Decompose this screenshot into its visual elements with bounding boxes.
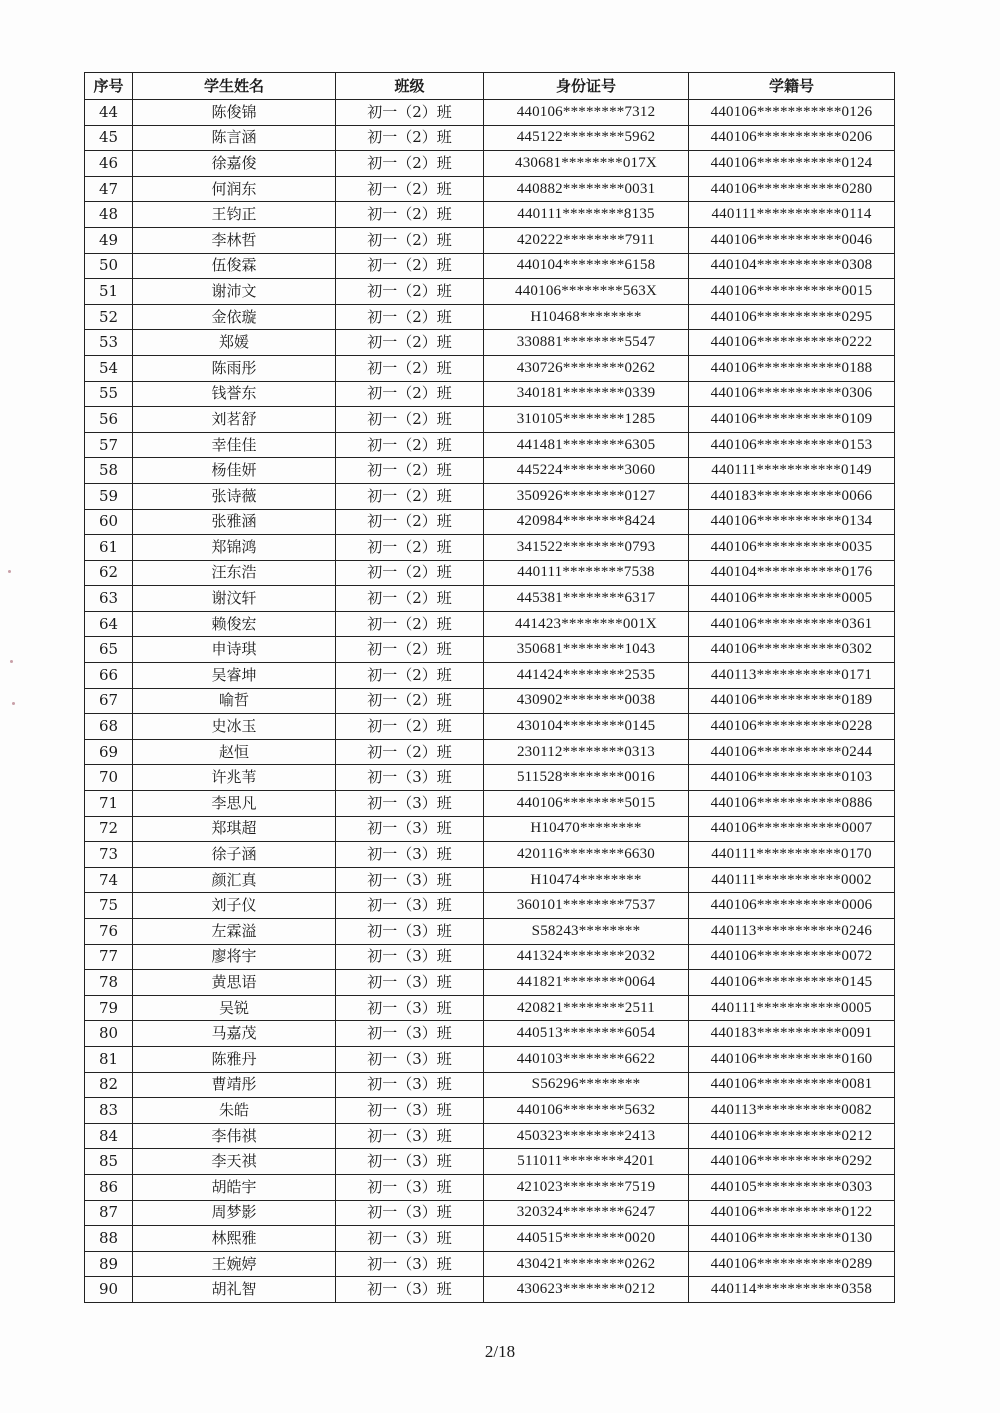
table-row bbox=[85, 739, 895, 765]
cell-serial: 62 bbox=[85, 560, 133, 586]
table-row bbox=[85, 432, 895, 458]
cell-student-name: 陈雨彤 bbox=[133, 355, 336, 381]
cell-serial: 72 bbox=[85, 816, 133, 842]
cell-class: 初一（3）班 bbox=[336, 944, 484, 970]
table-row bbox=[85, 125, 895, 151]
cell-registry-number: 440106***********0015 bbox=[689, 279, 895, 305]
cell-id-number: 440104********6158 bbox=[484, 253, 689, 279]
cell-registry-number: 440106***********0126 bbox=[689, 100, 895, 126]
cell-serial: 89 bbox=[85, 1251, 133, 1277]
cell-student-name: 何润东 bbox=[133, 176, 336, 202]
cell-class: 初一（3）班 bbox=[336, 970, 484, 996]
cell-registry-number: 440113***********0246 bbox=[689, 919, 895, 945]
cell-student-name: 赖俊宏 bbox=[133, 611, 336, 637]
cell-id-number: 440515********0020 bbox=[484, 1226, 689, 1252]
table-row bbox=[85, 483, 895, 509]
cell-serial: 88 bbox=[85, 1226, 133, 1252]
table-row bbox=[85, 688, 895, 714]
cell-class: 初一（3）班 bbox=[336, 1226, 484, 1252]
cell-student-name: 幸佳佳 bbox=[133, 432, 336, 458]
cell-registry-number: 440111***********0002 bbox=[689, 867, 895, 893]
cell-serial: 75 bbox=[85, 893, 133, 919]
cell-student-name: 李伟祺 bbox=[133, 1123, 336, 1149]
table-row bbox=[85, 1046, 895, 1072]
cell-class: 初一（2）班 bbox=[336, 535, 484, 561]
cell-registry-number: 440106***********0189 bbox=[689, 688, 895, 714]
cell-id-number: 511528********0016 bbox=[484, 765, 689, 791]
table-row bbox=[85, 355, 895, 381]
column-header-class: 班级 bbox=[336, 73, 484, 100]
cell-class: 初一（3）班 bbox=[336, 1046, 484, 1072]
cell-registry-number: 440106***********0109 bbox=[689, 407, 895, 433]
cell-student-name: 李林哲 bbox=[133, 227, 336, 253]
cell-id-number: 441821********0064 bbox=[484, 970, 689, 996]
cell-class: 初一（2）班 bbox=[336, 202, 484, 228]
cell-id-number: 340181********0339 bbox=[484, 381, 689, 407]
table-row bbox=[85, 535, 895, 561]
cell-student-name: 刘子仪 bbox=[133, 893, 336, 919]
cell-class: 初一（2）班 bbox=[336, 227, 484, 253]
cell-class: 初一（2）班 bbox=[336, 407, 484, 433]
cell-serial: 53 bbox=[85, 330, 133, 356]
cell-student-name: 谢沛文 bbox=[133, 279, 336, 305]
cell-class: 初一（3）班 bbox=[336, 1021, 484, 1047]
cell-class: 初一（2）班 bbox=[336, 100, 484, 126]
table-body bbox=[85, 100, 895, 1303]
cell-registry-number: 440106***********0289 bbox=[689, 1251, 895, 1277]
table-row bbox=[85, 970, 895, 996]
cell-serial: 78 bbox=[85, 970, 133, 996]
table-row bbox=[85, 304, 895, 330]
table-row bbox=[85, 867, 895, 893]
cell-id-number: 440882********0031 bbox=[484, 176, 689, 202]
cell-registry-number: 440183***********0091 bbox=[689, 1021, 895, 1047]
cell-id-number: S56296******** bbox=[484, 1072, 689, 1098]
cell-class: 初一（2）班 bbox=[336, 151, 484, 177]
cell-class: 初一（3）班 bbox=[336, 816, 484, 842]
cell-serial: 90 bbox=[85, 1277, 133, 1303]
cell-student-name: 郑琪超 bbox=[133, 816, 336, 842]
cell-student-name: 金依璇 bbox=[133, 304, 336, 330]
table-row bbox=[85, 637, 895, 663]
cell-registry-number: 440106***********0124 bbox=[689, 151, 895, 177]
cell-serial: 63 bbox=[85, 586, 133, 612]
cell-class: 初一（2）班 bbox=[336, 355, 484, 381]
cell-registry-number: 440106***********0306 bbox=[689, 381, 895, 407]
cell-id-number: 350681********1043 bbox=[484, 637, 689, 663]
table-row bbox=[85, 842, 895, 868]
table-row bbox=[85, 944, 895, 970]
cell-registry-number: 440111***********0149 bbox=[689, 458, 895, 484]
cell-class: 初一（3）班 bbox=[336, 1277, 484, 1303]
cell-registry-number: 440106***********0160 bbox=[689, 1046, 895, 1072]
table-row bbox=[85, 151, 895, 177]
student-roster-table bbox=[84, 72, 895, 1303]
cell-id-number: 420984********8424 bbox=[484, 509, 689, 535]
cell-student-name: 杨佳妍 bbox=[133, 458, 336, 484]
cell-class: 初一（3）班 bbox=[336, 1251, 484, 1277]
cell-class: 初一（2）班 bbox=[336, 611, 484, 637]
cell-class: 初一（2）班 bbox=[336, 279, 484, 305]
cell-class: 初一（3）班 bbox=[336, 1200, 484, 1226]
table-header-row bbox=[85, 73, 895, 100]
cell-serial: 61 bbox=[85, 535, 133, 561]
cell-serial: 86 bbox=[85, 1174, 133, 1200]
cell-student-name: 钱誉东 bbox=[133, 381, 336, 407]
cell-registry-number: 440104***********0176 bbox=[689, 560, 895, 586]
cell-id-number: 441324********2032 bbox=[484, 944, 689, 970]
table-row bbox=[85, 1277, 895, 1303]
table-row bbox=[85, 1123, 895, 1149]
cell-registry-number: 440106***********0228 bbox=[689, 714, 895, 740]
cell-registry-number: 440113***********0171 bbox=[689, 663, 895, 689]
cell-class: 初一（2）班 bbox=[336, 560, 484, 586]
table-row bbox=[85, 586, 895, 612]
table-row bbox=[85, 919, 895, 945]
cell-student-name: 马嘉茂 bbox=[133, 1021, 336, 1047]
cell-student-name: 林熙雅 bbox=[133, 1226, 336, 1252]
cell-registry-number: 440106***********0081 bbox=[689, 1072, 895, 1098]
cell-class: 初一（3）班 bbox=[336, 791, 484, 817]
cell-registry-number: 440106***********0122 bbox=[689, 1200, 895, 1226]
cell-class: 初一（3）班 bbox=[336, 1072, 484, 1098]
cell-student-name: 汪东浩 bbox=[133, 560, 336, 586]
table-row bbox=[85, 202, 895, 228]
cell-student-name: 颜汇真 bbox=[133, 867, 336, 893]
cell-serial: 81 bbox=[85, 1046, 133, 1072]
cell-id-number: S58243******** bbox=[484, 919, 689, 945]
cell-serial: 73 bbox=[85, 842, 133, 868]
cell-class: 初一（3）班 bbox=[336, 1098, 484, 1124]
cell-student-name: 左霖溢 bbox=[133, 919, 336, 945]
cell-id-number: 440111********8135 bbox=[484, 202, 689, 228]
column-header-student-registry-number: 学籍号 bbox=[689, 73, 895, 100]
cell-class: 初一（2）班 bbox=[336, 458, 484, 484]
table-row bbox=[85, 1098, 895, 1124]
cell-student-name: 吴锐 bbox=[133, 995, 336, 1021]
cell-serial: 55 bbox=[85, 381, 133, 407]
cell-student-name: 史冰玉 bbox=[133, 714, 336, 740]
cell-class: 初一（2）班 bbox=[336, 381, 484, 407]
cell-student-name: 张雅涵 bbox=[133, 509, 336, 535]
cell-id-number: 441481********6305 bbox=[484, 432, 689, 458]
cell-serial: 48 bbox=[85, 202, 133, 228]
cell-id-number: 440106********7312 bbox=[484, 100, 689, 126]
cell-id-number: 341522********0793 bbox=[484, 535, 689, 561]
cell-student-name: 曹靖彤 bbox=[133, 1072, 336, 1098]
cell-serial: 49 bbox=[85, 227, 133, 253]
cell-id-number: 440513********6054 bbox=[484, 1021, 689, 1047]
cell-class: 初一（2）班 bbox=[336, 304, 484, 330]
cell-student-name: 张诗薇 bbox=[133, 483, 336, 509]
cell-registry-number: 440106***********0130 bbox=[689, 1226, 895, 1252]
cell-id-number: 320324********6247 bbox=[484, 1200, 689, 1226]
cell-student-name: 赵恒 bbox=[133, 739, 336, 765]
cell-serial: 66 bbox=[85, 663, 133, 689]
cell-registry-number: 440106***********0072 bbox=[689, 944, 895, 970]
cell-serial: 70 bbox=[85, 765, 133, 791]
table-row bbox=[85, 176, 895, 202]
cell-student-name: 王钧正 bbox=[133, 202, 336, 228]
cell-registry-number: 440106***********0005 bbox=[689, 586, 895, 612]
cell-student-name: 申诗琪 bbox=[133, 637, 336, 663]
cell-student-name: 陈俊锦 bbox=[133, 100, 336, 126]
cell-student-name: 谢汶轩 bbox=[133, 586, 336, 612]
cell-class: 初一（2）班 bbox=[336, 253, 484, 279]
cell-student-name: 伍俊霖 bbox=[133, 253, 336, 279]
cell-id-number: 430104********0145 bbox=[484, 714, 689, 740]
cell-id-number: 430681********017X bbox=[484, 151, 689, 177]
cell-registry-number: 440106***********0280 bbox=[689, 176, 895, 202]
cell-student-name: 李思凡 bbox=[133, 791, 336, 817]
cell-class: 初一（2）班 bbox=[336, 330, 484, 356]
cell-class: 初一（3）班 bbox=[336, 1174, 484, 1200]
table-row bbox=[85, 816, 895, 842]
cell-class: 初一（3）班 bbox=[336, 893, 484, 919]
table-row bbox=[85, 560, 895, 586]
table-row bbox=[85, 995, 895, 1021]
table-row bbox=[85, 381, 895, 407]
cell-id-number: 445224********3060 bbox=[484, 458, 689, 484]
cell-serial: 57 bbox=[85, 432, 133, 458]
cell-serial: 67 bbox=[85, 688, 133, 714]
scan-speck bbox=[8, 570, 11, 573]
cell-student-name: 郑媛 bbox=[133, 330, 336, 356]
cell-serial: 85 bbox=[85, 1149, 133, 1175]
cell-id-number: 450323********2413 bbox=[484, 1123, 689, 1149]
cell-serial: 44 bbox=[85, 100, 133, 126]
cell-student-name: 郑锦鸿 bbox=[133, 535, 336, 561]
cell-serial: 83 bbox=[85, 1098, 133, 1124]
cell-student-name: 黄思语 bbox=[133, 970, 336, 996]
table-row bbox=[85, 330, 895, 356]
table-row bbox=[85, 227, 895, 253]
cell-registry-number: 440105***********0303 bbox=[689, 1174, 895, 1200]
cell-id-number: 350926********0127 bbox=[484, 483, 689, 509]
cell-serial: 47 bbox=[85, 176, 133, 202]
cell-serial: 46 bbox=[85, 151, 133, 177]
cell-id-number: 440106********5015 bbox=[484, 791, 689, 817]
cell-serial: 51 bbox=[85, 279, 133, 305]
scan-speck bbox=[12, 702, 15, 705]
table-row bbox=[85, 893, 895, 919]
cell-id-number: 420116********6630 bbox=[484, 842, 689, 868]
cell-class: 初一（2）班 bbox=[336, 663, 484, 689]
cell-serial: 77 bbox=[85, 944, 133, 970]
cell-id-number: 445381********6317 bbox=[484, 586, 689, 612]
column-header-student-name: 学生姓名 bbox=[133, 73, 336, 100]
cell-id-number: H10474******** bbox=[484, 867, 689, 893]
cell-serial: 58 bbox=[85, 458, 133, 484]
cell-id-number: 445122********5962 bbox=[484, 125, 689, 151]
table-row bbox=[85, 791, 895, 817]
cell-registry-number: 440106***********0295 bbox=[689, 304, 895, 330]
cell-student-name: 吴睿坤 bbox=[133, 663, 336, 689]
cell-student-name: 胡礼智 bbox=[133, 1277, 336, 1303]
cell-id-number: 430421********0262 bbox=[484, 1251, 689, 1277]
cell-id-number: 430902********0038 bbox=[484, 688, 689, 714]
cell-class: 初一（3）班 bbox=[336, 1149, 484, 1175]
cell-id-number: 511011********4201 bbox=[484, 1149, 689, 1175]
cell-id-number: 430726********0262 bbox=[484, 355, 689, 381]
table-row bbox=[85, 509, 895, 535]
table-row bbox=[85, 1251, 895, 1277]
cell-registry-number: 440106***********0222 bbox=[689, 330, 895, 356]
cell-registry-number: 440111***********0170 bbox=[689, 842, 895, 868]
cell-registry-number: 440106***********0006 bbox=[689, 893, 895, 919]
cell-class: 初一（2）班 bbox=[336, 176, 484, 202]
cell-student-name: 喻哲 bbox=[133, 688, 336, 714]
cell-id-number: 420222********7911 bbox=[484, 227, 689, 253]
cell-class: 初一（2）班 bbox=[336, 586, 484, 612]
cell-id-number: H10470******** bbox=[484, 816, 689, 842]
cell-class: 初一（3）班 bbox=[336, 919, 484, 945]
table-row bbox=[85, 279, 895, 305]
cell-id-number: 330881********5547 bbox=[484, 330, 689, 356]
column-header-serial: 序号 bbox=[85, 73, 133, 100]
cell-registry-number: 440106***********0212 bbox=[689, 1123, 895, 1149]
cell-registry-number: 440106***********0103 bbox=[689, 765, 895, 791]
cell-class: 初一（2）班 bbox=[336, 125, 484, 151]
table-row bbox=[85, 663, 895, 689]
cell-serial: 59 bbox=[85, 483, 133, 509]
scan-speck bbox=[10, 660, 13, 663]
cell-class: 初一（3）班 bbox=[336, 995, 484, 1021]
cell-serial: 84 bbox=[85, 1123, 133, 1149]
cell-id-number: 230112********0313 bbox=[484, 739, 689, 765]
cell-serial: 60 bbox=[85, 509, 133, 535]
cell-registry-number: 440106***********0134 bbox=[689, 509, 895, 535]
cell-registry-number: 440106***********0886 bbox=[689, 791, 895, 817]
cell-class: 初一（2）班 bbox=[336, 637, 484, 663]
cell-class: 初一（2）班 bbox=[336, 483, 484, 509]
table-row bbox=[85, 714, 895, 740]
cell-registry-number: 440114***********0358 bbox=[689, 1277, 895, 1303]
cell-registry-number: 440106***********0292 bbox=[689, 1149, 895, 1175]
cell-serial: 54 bbox=[85, 355, 133, 381]
page-number: 2/18 bbox=[484, 1342, 516, 1361]
cell-registry-number: 440106***********0153 bbox=[689, 432, 895, 458]
table-row bbox=[85, 1149, 895, 1175]
table-row bbox=[85, 100, 895, 126]
table-row bbox=[85, 407, 895, 433]
cell-serial: 82 bbox=[85, 1072, 133, 1098]
cell-serial: 50 bbox=[85, 253, 133, 279]
cell-student-name: 刘茗舒 bbox=[133, 407, 336, 433]
cell-registry-number: 440106***********0361 bbox=[689, 611, 895, 637]
cell-student-name: 徐子涵 bbox=[133, 842, 336, 868]
cell-registry-number: 440106***********0046 bbox=[689, 227, 895, 253]
cell-class: 初一（2）班 bbox=[336, 714, 484, 740]
cell-serial: 87 bbox=[85, 1200, 133, 1226]
table-row bbox=[85, 611, 895, 637]
cell-serial: 76 bbox=[85, 919, 133, 945]
cell-id-number: 440106********563X bbox=[484, 279, 689, 305]
cell-id-number: 430623********0212 bbox=[484, 1277, 689, 1303]
cell-registry-number: 440183***********0066 bbox=[689, 483, 895, 509]
cell-serial: 74 bbox=[85, 867, 133, 893]
cell-student-name: 王婉婷 bbox=[133, 1251, 336, 1277]
table-row bbox=[85, 1200, 895, 1226]
cell-id-number: 421023********7519 bbox=[484, 1174, 689, 1200]
cell-student-name: 徐嘉俊 bbox=[133, 151, 336, 177]
table-row bbox=[85, 458, 895, 484]
table-row bbox=[85, 1174, 895, 1200]
cell-student-name: 陈雅丹 bbox=[133, 1046, 336, 1072]
cell-class: 初一（2）班 bbox=[336, 509, 484, 535]
cell-class: 初一（3）班 bbox=[336, 842, 484, 868]
cell-id-number: 440111********7538 bbox=[484, 560, 689, 586]
cell-id-number: 420821********2511 bbox=[484, 995, 689, 1021]
cell-class: 初一（2）班 bbox=[336, 432, 484, 458]
cell-registry-number: 440106***********0188 bbox=[689, 355, 895, 381]
cell-serial: 69 bbox=[85, 739, 133, 765]
table-row bbox=[85, 1021, 895, 1047]
column-header-id-number: 身份证号 bbox=[484, 73, 689, 100]
cell-registry-number: 440111***********0114 bbox=[689, 202, 895, 228]
cell-student-name: 廖将宇 bbox=[133, 944, 336, 970]
cell-registry-number: 440106***********0145 bbox=[689, 970, 895, 996]
cell-student-name: 朱皓 bbox=[133, 1098, 336, 1124]
cell-class: 初一（3）班 bbox=[336, 1123, 484, 1149]
cell-class: 初一（3）班 bbox=[336, 867, 484, 893]
cell-id-number: 441424********2535 bbox=[484, 663, 689, 689]
cell-class: 初一（2）班 bbox=[336, 688, 484, 714]
cell-registry-number: 440113***********0082 bbox=[689, 1098, 895, 1124]
cell-registry-number: 440106***********0302 bbox=[689, 637, 895, 663]
cell-serial: 65 bbox=[85, 637, 133, 663]
cell-registry-number: 440111***********0005 bbox=[689, 995, 895, 1021]
cell-serial: 79 bbox=[85, 995, 133, 1021]
cell-serial: 45 bbox=[85, 125, 133, 151]
cell-serial: 80 bbox=[85, 1021, 133, 1047]
cell-student-name: 陈言涵 bbox=[133, 125, 336, 151]
cell-registry-number: 440106***********0206 bbox=[689, 125, 895, 151]
table-row bbox=[85, 1226, 895, 1252]
cell-student-name: 胡皓宇 bbox=[133, 1174, 336, 1200]
cell-class: 初一（2）班 bbox=[336, 739, 484, 765]
cell-id-number: 310105********1285 bbox=[484, 407, 689, 433]
table-row bbox=[85, 253, 895, 279]
cell-registry-number: 440106***********0244 bbox=[689, 739, 895, 765]
cell-id-number: 441423********001X bbox=[484, 611, 689, 637]
cell-id-number: H10468******** bbox=[484, 304, 689, 330]
cell-id-number: 440103********6622 bbox=[484, 1046, 689, 1072]
cell-student-name: 李天祺 bbox=[133, 1149, 336, 1175]
table-row bbox=[85, 765, 895, 791]
cell-serial: 64 bbox=[85, 611, 133, 637]
cell-registry-number: 440106***********0035 bbox=[689, 535, 895, 561]
cell-registry-number: 440106***********0007 bbox=[689, 816, 895, 842]
cell-class: 初一（3）班 bbox=[336, 765, 484, 791]
cell-serial: 52 bbox=[85, 304, 133, 330]
table-row bbox=[85, 1072, 895, 1098]
cell-id-number: 360101********7537 bbox=[484, 893, 689, 919]
cell-serial: 68 bbox=[85, 714, 133, 740]
cell-registry-number: 440104***********0308 bbox=[689, 253, 895, 279]
cell-serial: 71 bbox=[85, 791, 133, 817]
cell-serial: 56 bbox=[85, 407, 133, 433]
cell-student-name: 周梦影 bbox=[133, 1200, 336, 1226]
cell-student-name: 许兆苇 bbox=[133, 765, 336, 791]
cell-id-number: 440106********5632 bbox=[484, 1098, 689, 1124]
